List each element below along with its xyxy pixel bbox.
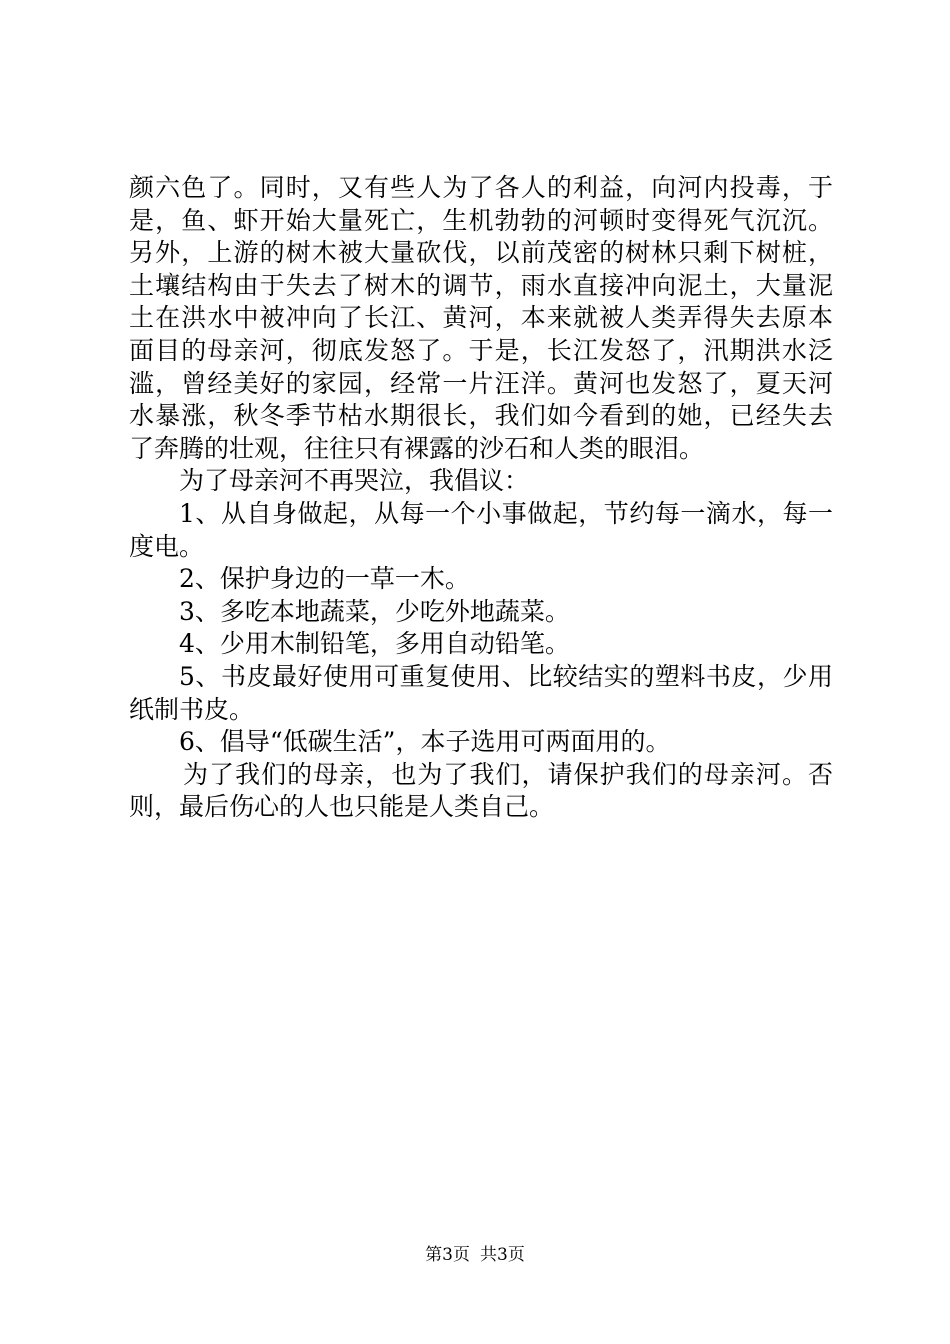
proposal-item-line: 4、少用木制铅笔，多用自动铅笔。 (179, 629, 570, 659)
text-line: 土壤结构由于失去了树木的调节，雨水直接冲向泥土，大量泥 (129, 270, 833, 300)
closing-line: 为了我们的母亲，也为了我们，请保护我们的母亲河。否 (183, 759, 833, 789)
proposal-item-line: 1、从自身做起，从每一个小事做起，节约每一滴水，每一 (179, 498, 833, 528)
proposal-intro-line: 为了母亲河不再哭泣，我倡议： (179, 466, 530, 496)
proposal-item-line: 度电。 (129, 531, 205, 561)
text-line: 颜六色了。同时，又有些人为了各人的利益，向河内投毒，于 (129, 173, 833, 202)
proposal-item-line: 3、多吃本地蔬菜，少吃外地蔬菜。 (179, 596, 570, 626)
page-footer (0, 1245, 950, 1265)
text-line: 水暴涨，秋冬季节枯水期很长，我们如今看到的她，已经失去 (129, 401, 833, 431)
proposal-item-line: 2、保护身边的一草一木。 (179, 564, 470, 594)
text-line: 另外，上游的树木被大量砍伐，以前茂密的树林只剩下树桩， (129, 238, 833, 268)
closing-line: 则，最后伤心的人也只能是人类自己。 (129, 792, 555, 822)
text-line: 是，鱼、虾开始大量死亡，生机勃勃的河顿时变得死气沉沉。 (129, 205, 833, 235)
page-number-current: 第3页 (425, 1245, 470, 1265)
proposal-item-line: 5、书皮最好使用可重复使用、比较结实的塑料书皮，少用 (179, 661, 833, 691)
document-body (129, 172, 833, 824)
text-line: 了奔腾的壮观，往往只有裸露的沙石和人类的眼泪。 (129, 433, 705, 463)
proposal-item-line: 纸制书皮。 (129, 694, 255, 724)
page-number-total: 共3页 (480, 1245, 525, 1265)
text-line: 土在洪水中被冲向了长江、黄河，本来就被人类弄得失去原本 (129, 303, 833, 333)
text-line: 滥，曾经美好的家园，经常一片汪洋。黄河也发怒了，夏天河 (129, 368, 833, 398)
proposal-item-line: 6、倡导“低碳生活”，本子选用可两面用的。 (179, 727, 671, 757)
text-line: 面目的母亲河，彻底发怒了。于是，长江发怒了，汛期洪水泛 (129, 335, 833, 365)
